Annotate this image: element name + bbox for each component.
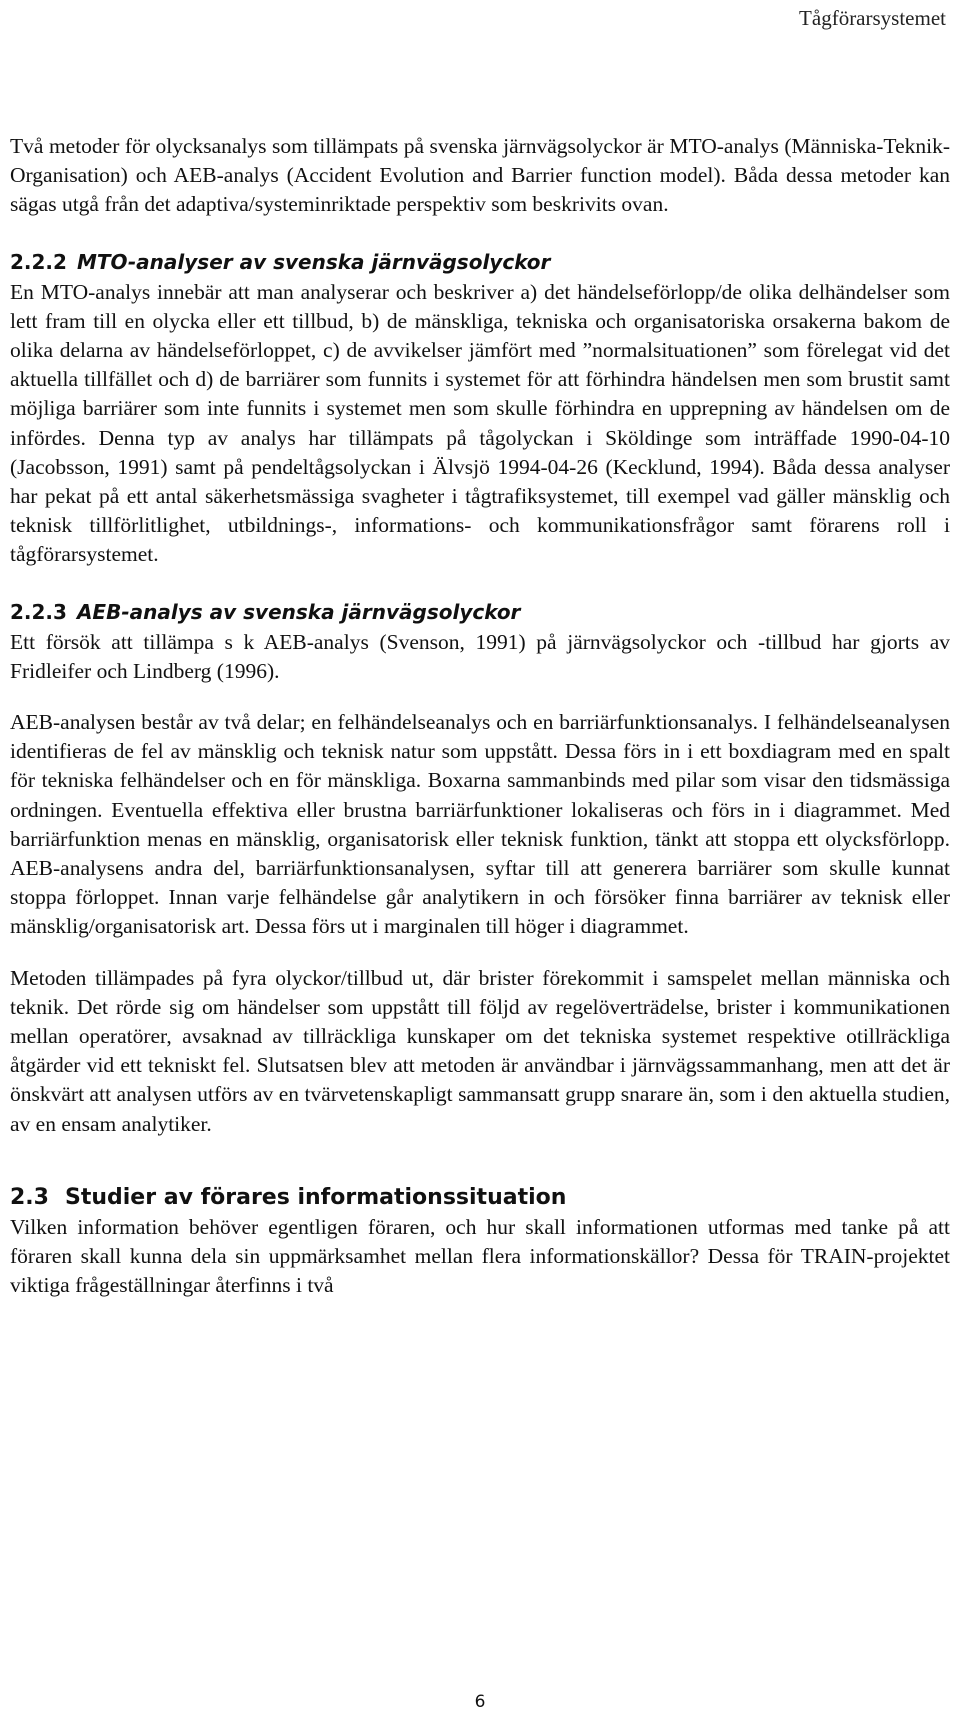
section-heading-2-3 [10,1183,950,1213]
aeb-paragraph-2: AEB-analysen består av två delar; en felhändelseanalys och en barriärfunktionsanalys. I felhändelseanalysen identifieras de fel av mänsklig och teknisk natur som uppstått. Dessa förs in i ett boxdiagram med en spalt för tekniska felhändelser och en för mänskliga. Boxarna sammanbinds med pilar som visar den tidsmässiga ordningen. Eventuella effektiva eller brustna barriärfunktioner lokaliseras och förs in i diagrammet. Med barriärfunktion menas en mänsklig, organisatorisk eller teknisk funktion, tänkt att stoppa ett olycksförlopp. AEB-analysens andra del, barriärfunktionsanalysen, syftar till att generera barriärer som skulle kunnat stoppa förloppet. Innan varje felhändelse går analytikern in och försöker finna barriärer av teknisk eller mänsklig/organisatorisk art. Dessa förs ut i marginalen till höger i diagrammet. [10,710,950,939]
section-title: AEB-analys av svenska järnvägsolyckor [76,599,521,624]
aeb-paragraph-1: Ett försök att tillämpa s k AEB-analys (Svenson, 1991) på järnvägsolyckor och -tillbud har gjorts av Fridleifer och Lindberg (1996). [10,629,950,683]
document-body [10,132,950,1301]
section-title: MTO-analyser av svenska järnvägsolyckor [76,249,551,274]
aeb-paragraph-3: Metoden tillämpades på fyra olyckor/tillbud ut, där brister förekommit i samspelet mellan människa och teknik. Det rörde sig om händelser som uppstått till följd av regelöverträdelse, brister i kommunikationen mellan operatörer, avsaknad av tillräckliga kunskaper om det tekniska systemet respektive otillräckliga åtgärder vid ett tekniskt fel. Slutsatsen blev att metoden är användbar i järnvägssammanhang, men att det är önskvärt att analysen utförs av en tvärvetenskapligt sammansatt grupp snarare än, som i den aktuella studien, av en ensam analytiker. [10,965,950,1136]
mto-paragraph: En MTO-analys innebär att man analyserar och beskriver a) det händelseförlopp/de olika delhändelser som lett fram till en olycka eller ett tillbud, b) de mänskliga, tekniska och organisatoriska orsakerna bakom de olika delarna av händelseförloppet, c) de avvikelser jämfört med ”normalsituationen” som förelegat vid det aktuella tillfället och d) de barriärer som funnits i systemet för att förhindra händelsen men som brustit samt möjliga barriärer som inte funnits i systemet men som skulle förhindra en upprepning av händelsen om de infördes. Denna typ av analys har tillämpats på tågolyckan i Sköldinge som inträffade 1990-04-10 (Jacobsson, 1991) samt på pendeltågsolyckan i Älvsjö 1994-04-26 (Kecklund, 1994). Båda dessa analyser har pekat på ett antal säkerhetsmässiga svagheter i tågtrafiksystemet, till exempel vad gäller mänsklig och teknisk tillförlitlighet, utbildnings-, informations- och kommunikationsfrågor samt förarens roll i tågförarsystemet. [10,279,950,567]
section-heading-2-2-3 [10,588,950,628]
information-paragraph: Vilken information behöver egentligen föraren, och hur skall informationen utformas med tanke på att föraren skall kunna dela sin uppmärksamhet mellan flera informationskällor? Dessa för TRAIN-projektet viktiga frågeställningar återfinns i två [10,1214,950,1298]
section-title: Studier av förares informationssituation [64,1184,567,1210]
section-number: 2.3 [10,1184,49,1210]
section-number: 2.2.3 [10,599,67,624]
section-heading-2-2-2 [10,238,950,278]
running-header: Tågförarsystemet [799,6,946,30]
intro-paragraph: Två metoder för olycksanalys som tillämpats på svenska järnvägsolyckor är MTO-analys (Människa-Teknik-Organisation) och AEB-analys (Accident Evolution and Barrier function model). Båda dessa metoder kan sägas utgå från det adaptiva/systeminriktade perspektiv som beskrivits ovan. [10,134,950,217]
page-number: 6 [474,1692,486,1712]
section-number: 2.2.2 [10,249,67,274]
